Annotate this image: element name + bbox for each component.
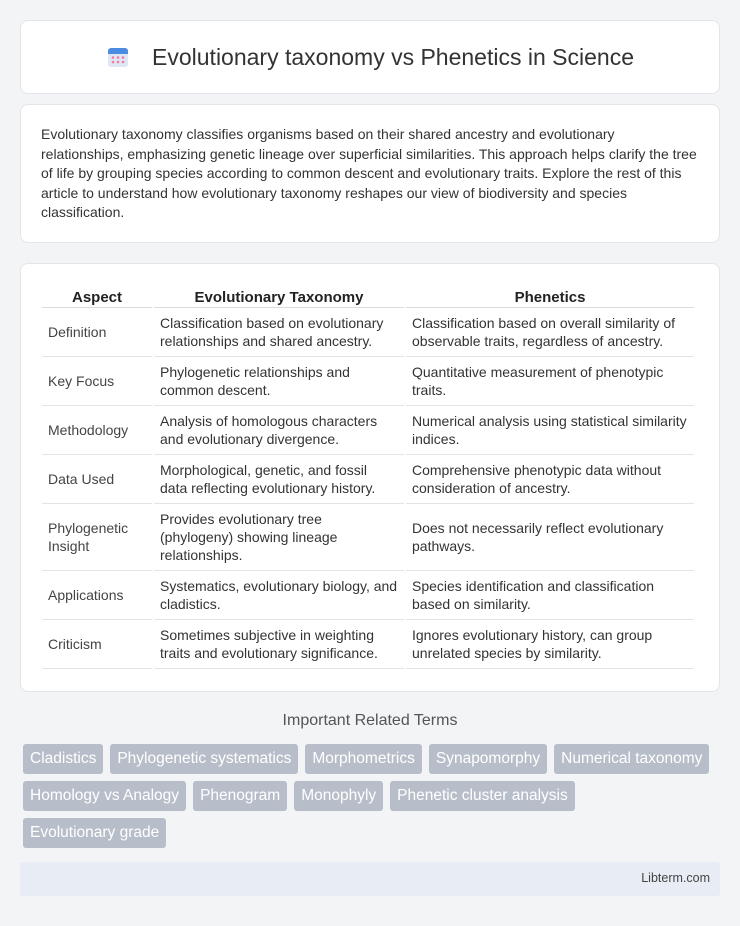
row-aspect: Applications [42, 571, 152, 620]
table-row [42, 357, 694, 406]
header-card [20, 20, 720, 94]
comparison-table [40, 284, 696, 669]
header-aspect: Aspect [42, 284, 152, 308]
term-tag-numerical-taxonomy[interactable]: Numerical taxonomy [554, 744, 709, 774]
table-row [42, 504, 694, 571]
term-tag-morphometrics[interactable]: Morphometrics [305, 744, 422, 774]
table-header-row [42, 284, 694, 308]
row-evolutionary: Analysis of homologous characters and evolutionary divergence. [154, 406, 404, 455]
header-phenetics: Phenetics [406, 284, 694, 308]
row-aspect: Criticism [42, 620, 152, 669]
row-evolutionary: Systematics, evolutionary biology, and cladistics. [154, 571, 404, 620]
table-row [42, 455, 694, 504]
row-aspect: Phylogenetic Insight [42, 504, 152, 571]
row-phenetics: Comprehensive phenotypic data without consideration of ancestry. [406, 455, 694, 504]
term-tag-monophyly[interactable]: Monophyly [294, 781, 383, 811]
footer-bar [20, 862, 720, 896]
term-tag-evolutionary-grade[interactable]: Evolutionary grade [23, 818, 166, 848]
row-evolutionary: Sometimes subjective in weighting traits and evolutionary significance. [154, 620, 404, 669]
term-tag-cladistics[interactable]: Cladistics [23, 744, 103, 774]
row-phenetics: Ignores evolutionary history, can group unrelated species by similarity. [406, 620, 694, 669]
related-terms-list [23, 744, 723, 848]
term-tag-homology-vs-analogy[interactable]: Homology vs Analogy [23, 781, 186, 811]
row-aspect: Key Focus [42, 357, 152, 406]
term-tag-phenogram[interactable]: Phenogram [193, 781, 287, 811]
footer-site-link[interactable]: Libterm.com [641, 871, 710, 885]
term-tag-phenetic-cluster-analysis[interactable]: Phenetic cluster analysis [390, 781, 575, 811]
row-phenetics: Quantitative measurement of phenotypic traits. [406, 357, 694, 406]
term-tag-phylogenetic-systematics[interactable]: Phylogenetic systematics [110, 744, 298, 774]
row-phenetics: Does not necessarily reflect evolutionary pathways. [406, 504, 694, 571]
table-row [42, 571, 694, 620]
calendar-grid-icon [106, 45, 130, 69]
row-aspect: Definition [42, 308, 152, 357]
table-row [42, 620, 694, 669]
row-aspect: Data Used [42, 455, 152, 504]
row-evolutionary: Classification based on evolutionary relationships and shared ancestry. [154, 308, 404, 357]
row-evolutionary: Phylogenetic relationships and common descent. [154, 357, 404, 406]
row-phenetics: Numerical analysis using statistical similarity indices. [406, 406, 694, 455]
header-evolutionary-taxonomy: Evolutionary Taxonomy [154, 284, 404, 308]
row-phenetics: Classification based on overall similarity of observable traits, regardless of ancestry. [406, 308, 694, 357]
intro-paragraph: Evolutionary taxonomy classifies organisms based on their shared ancestry and evolutionary relationships, emphasizing genetic lineage over superficial similarities. This approach helps clarify the tree of life by grouping species according to common descent and evolutionary traits. Explore the rest of this article to understand how evolutionary taxonomy reshapes our view of biodiversity and species classification. [41, 126, 697, 221]
page-title: Evolutionary taxonomy vs Phenetics in Science [152, 43, 634, 70]
term-tag-synapomorphy[interactable]: Synapomorphy [429, 744, 547, 774]
intro-card [20, 104, 720, 243]
row-phenetics: Species identification and classification based on similarity. [406, 571, 694, 620]
comparison-table-card [20, 263, 720, 692]
row-evolutionary: Morphological, genetic, and fossil data reflecting evolutionary history. [154, 455, 404, 504]
table-row [42, 308, 694, 357]
table-row [42, 406, 694, 455]
row-aspect: Methodology [42, 406, 152, 455]
related-terms-title: Important Related Terms [282, 712, 458, 729]
row-evolutionary: Provides evolutionary tree (phylogeny) showing lineage relationships. [154, 504, 404, 571]
